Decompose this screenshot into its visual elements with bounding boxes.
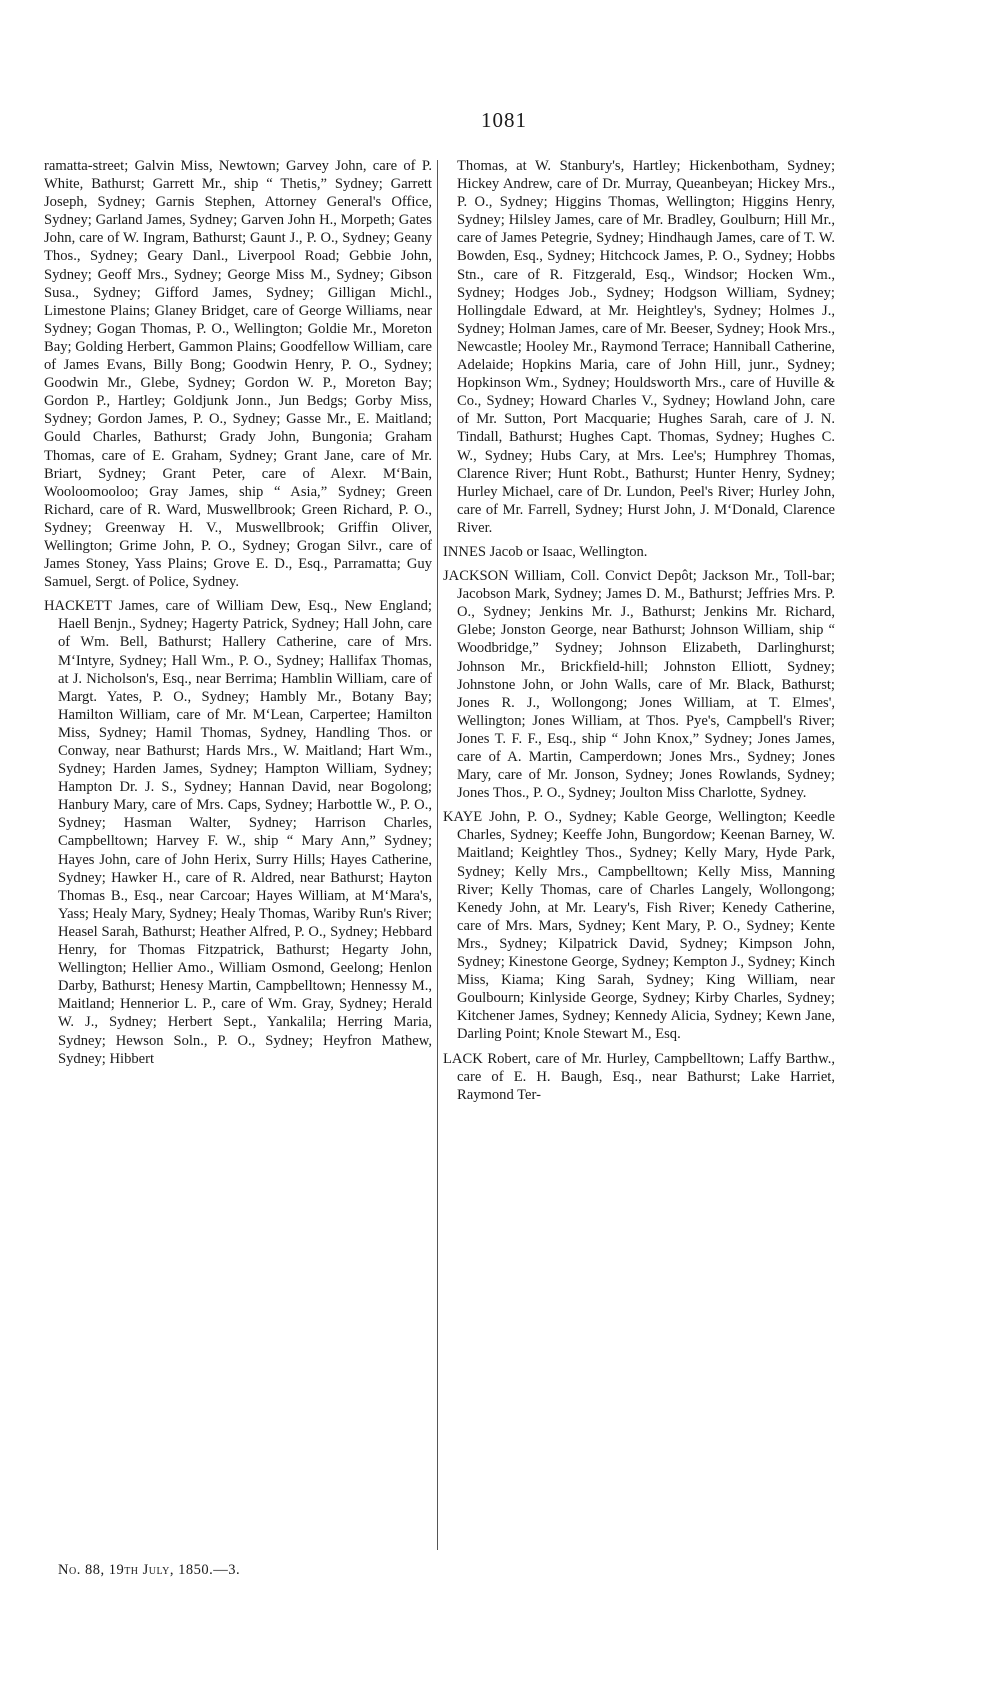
right-paragraph-j: JACKSON William, Coll. Convict Depôt; Jackson Mr., Toll-bar; Jacobson Mark, Sydney; James D. M., Bathurst; Jeffries Mrs. P. O., Sydney; Jenkins Mr. J., Bathurst; Jenkins Mr. Richard, Glebe; Jonston George, near Bathurst; Johnson William, ship “ Woodbridge,” Sydney; Johnson Elizabeth, Darlinghurst; Johnson Mr., Brickfield-hill; Johnston Elliott, Sydney; Johnstone John, or John Walls, care of Mr. Black, Bathurst; Jones R. J., Wollongong; Jones William, at T. Elmes', Wellington; Jones William, at Thos. Pye's, Campbell's River; Jones T. F. F., Esq., ship “ John Knox,” Sydney; Jones James, care of A. Martin, Camperdown; Jones Mrs., Sydney; Jones Mary, care of Mr. Jonson, Sydney; Jones Rowlands, Sydney; Jones Thos., P. O., Sydney; Joulton Miss Charlotte, Sydney.	[443, 568, 835, 802]
left-column	[44, 157, 432, 1074]
right-paragraph-l: LACK Robert, care of Mr. Hurley, Campbelltown; Laffy Barthw., care of E. H. Baugh, Esq., near Bathurst; Lake Harriet, Raymond Ter-	[443, 1050, 835, 1103]
left-paragraph-h: HACKETT James, care of William Dew, Esq., New England; Haell Benjn., Sydney; Hagerty Patrick, Sydney; Hall John, care of Wm. Bell, Bathurst; Hallery Catherine, care of Mrs. M‘Intyre, Sydney; Hall Wm., P. O., Sydney; Hallifax Thomas, at J. Nicholson's, Esq., near Berrima; Hamblin William, care of Margt. Yates, P. O., Sydney; Hambly Mr., Botany Bay; Hamilton William, care of Mr. M‘Lean, Carpertee; Hamilton Miss, Sydney; Hamil Thomas, Sydney, Handling Thos. or Conway, near Bathurst; Hards Mrs., W. Maitland; Hart Wm., Sydney; Harden James, Sydney; Hampton William, Sydney; Hampton Dr. J. S., Sydney; Hannan David, near Bogolong; Hanbury Mary, care of Mrs. Caps, Sydney; Harbottle W., P. O., Sydney; Hasman Walter, Sydney; Harrison Charles, Campbelltown; Harvey F. W., ship “ Mary Ann,” Sydney; Hayes John, care of John Herix, Surry Hills; Hayes Catherine, Sydney; Hawker H., care of R. Aldred, near Bathurst; Hayton Thomas B., Esq., near Carcoar; Hayes William, at M‘Mara's, Yass; Healy Mary, Sydney; Healy Thomas, Wariby Run's River; Heasel Sarah, Bathurst; Heather Alfred, P. O., Sydney; Hebbard Henry, for Thomas Fitzpatrick, Bathurst; Hegarty John, Wellington; Hellier Amo., William Osmond, Geelong; Henlon Darby, Bathurst; Henesy Martin, Campbelltown; Hennessy M., Maitland; Hennerior L. P., care of Wm. Gray, Sydney; Herald W. J., Sydney; Herbert Sept., Yankalila; Herring Maria, Sydney; Hewson Soln., P. O., Sydney; Heyfron Mathew, Sydney; Hibbert	[44, 598, 432, 1067]
column-divider	[437, 160, 438, 1550]
right-paragraph-i: INNES Jacob or Isaac, Wellington.	[443, 543, 648, 560]
page-number: 1081	[481, 108, 527, 132]
left-paragraph-g-continued: ramatta-street; Galvin Miss, Newtown; Garvey John, care of P. White, Bathurst; Garrett Mr., ship “ Thetis,” Sydney; Garrett Joseph, Sydney; Garnis Stephen, Attorney General's Office, Sydney; Garland James, Sydney; Garven John H., Morpeth; Gates John, care of W. Ingram, Bathurst; Gaunt J., P. O., Sydney; Geany Thos., Sydney; Geary Danl., Liverpool Road; Gebbie John, Sydney; Geoff Mrs., Sydney; George Miss M., Sydney; Gibson Susa., Sydney; Gifford James, Sydney; Gilligan Michl., Limestone Plains; Glaney Bridget, care of George Williams, near Sydney; Gogan Thomas, P. O., Wellington; Goldie Mr., Moreton Bay; Golding Herbert, Gammon Plains; Goodfellow William, care of James Evans, Billy Bong; Goodwin Henry, P. O., Sydney; Goodwin Mr., Glebe, Sydney; Gordon W. P., Moreton Bay; Gordon P., Hartley; Goldjunk Jonn., Jun Bedgs; Gorby Miss, Sydney; Gordon James, P. O., Sydney; Gasse Mr., E. Maitland; Gould Charles, Bathurst; Grady John, Bungonia; Graham Thomas, care of E. Graham, Sydney; Grant Jane, care of Mr. Briart, Sydney; Grant Peter, care of Alexr. M‘Bain, Wooloomooloo; Gray James, ship “ Asia,” Sydney; Green Richard, care of R. Ward, Muswellbrook; Green Richard, P. O., Sydney; Greenway H. V., Muswellbrook; Griffin Oliver, Wellington; Grime John, P. O., Sydney; Grogan Silvr., care of James Stoney, Yass Plains; Grove E. D., Esq., Parramatta; Guy Samuel, Sergt. of Police, Sydney.	[44, 158, 432, 591]
right-column	[443, 157, 835, 1110]
right-paragraph-k: KAYE John, P. O., Sydney; Kable George, Wellington; Keedle Charles, Sydney; Keeffe John, Bungordow; Keenan Barney, W. Maitland; Keightley Thos., Sydney; Kelly Mary, Hyde Park, Sydney; Kelly Mrs., Campbelltown; Kelly Miss, Manning River; Kelly Thomas, care of Charles Langely, Wollongong; Kenedy John, at Mr. Leary's, Fish River; Kenedy Catherine, care of Mrs. Mars, Sydney; Kent Mary, P. O., Sydney; Kente Mrs., Sydney; Kilpatrick David, Sydney; Kimpson John, Sydney; Kinestone George, Sydney; Kempton J., Sydney; Kinch Miss, Kiama; King Sarah, Sydney; King William, near Goulbourn; Kinlyside George, Sydney; Kirby Charles, Sydney; Kitchener James, Sydney; Kennedy Alicia, Sydney; Kewn Jane, Darling Point; Knole Stewart M., Esq.	[443, 809, 835, 1043]
right-paragraph-h-continued: Thomas, at W. Stanbury's, Hartley; Hickenbotham, Sydney; Hickey Andrew, care of Dr. Murray, Queanbeyan; Hickey Mrs., P. O., Sydney; Higgins Thomas, Wellington; Higgins Henry, Sydney; Hilsley James, care of Mr. Bradley, Goulburn; Hill Mr., care of James Petegrie, Sydney; Hindhaugh James, care of T. W. Bowden, Esq., Sydney; Hitchcock James, P. O., Sydney; Hobbs Stn., care of R. Fitzgerald, Esq., Windsor; Hocken Wm., Sydney; Hodges Job., Sydney; Hodgson William, Sydney; Hollingdale Edward, at Mr. Heightley's, Sydney; Holmes J., Sydney; Holman James, care of Mr. Beeser, Sydney; Hook Mrs., Newcastle; Hooley Mr., Raymond Terrace; Hanniball Catherine, Adelaide; Hopkins Maria, care of John Hill, junr., Sydney; Hopkinson Wm., Sydney; Houldsworth Mrs., care of Huville & Co., Sydney; Howard Charles V., Sydney; Howland John, care of Mr. Sutton, Port Macquarie; Hughes Sarah, care of J. N. Tindall, Bathurst; Hughes Capt. Thomas, Sydney; Hughes C. W., Sydney; Hubs Cary, at Mrs. Lee's; Humphrey Thomas, Clarence River; Hunt Robt., Bathurst; Hunter Henry, Sydney; Hurley Michael, care of Dr. Lundon, Peel's River; Hurley John, care of Mr. Farrell, Sydney; Hurst John, J. M‘Donald, Clarence River.	[457, 158, 835, 536]
gazette-footer: No. 88, 19th July, 1850.—3.	[58, 1562, 241, 1578]
